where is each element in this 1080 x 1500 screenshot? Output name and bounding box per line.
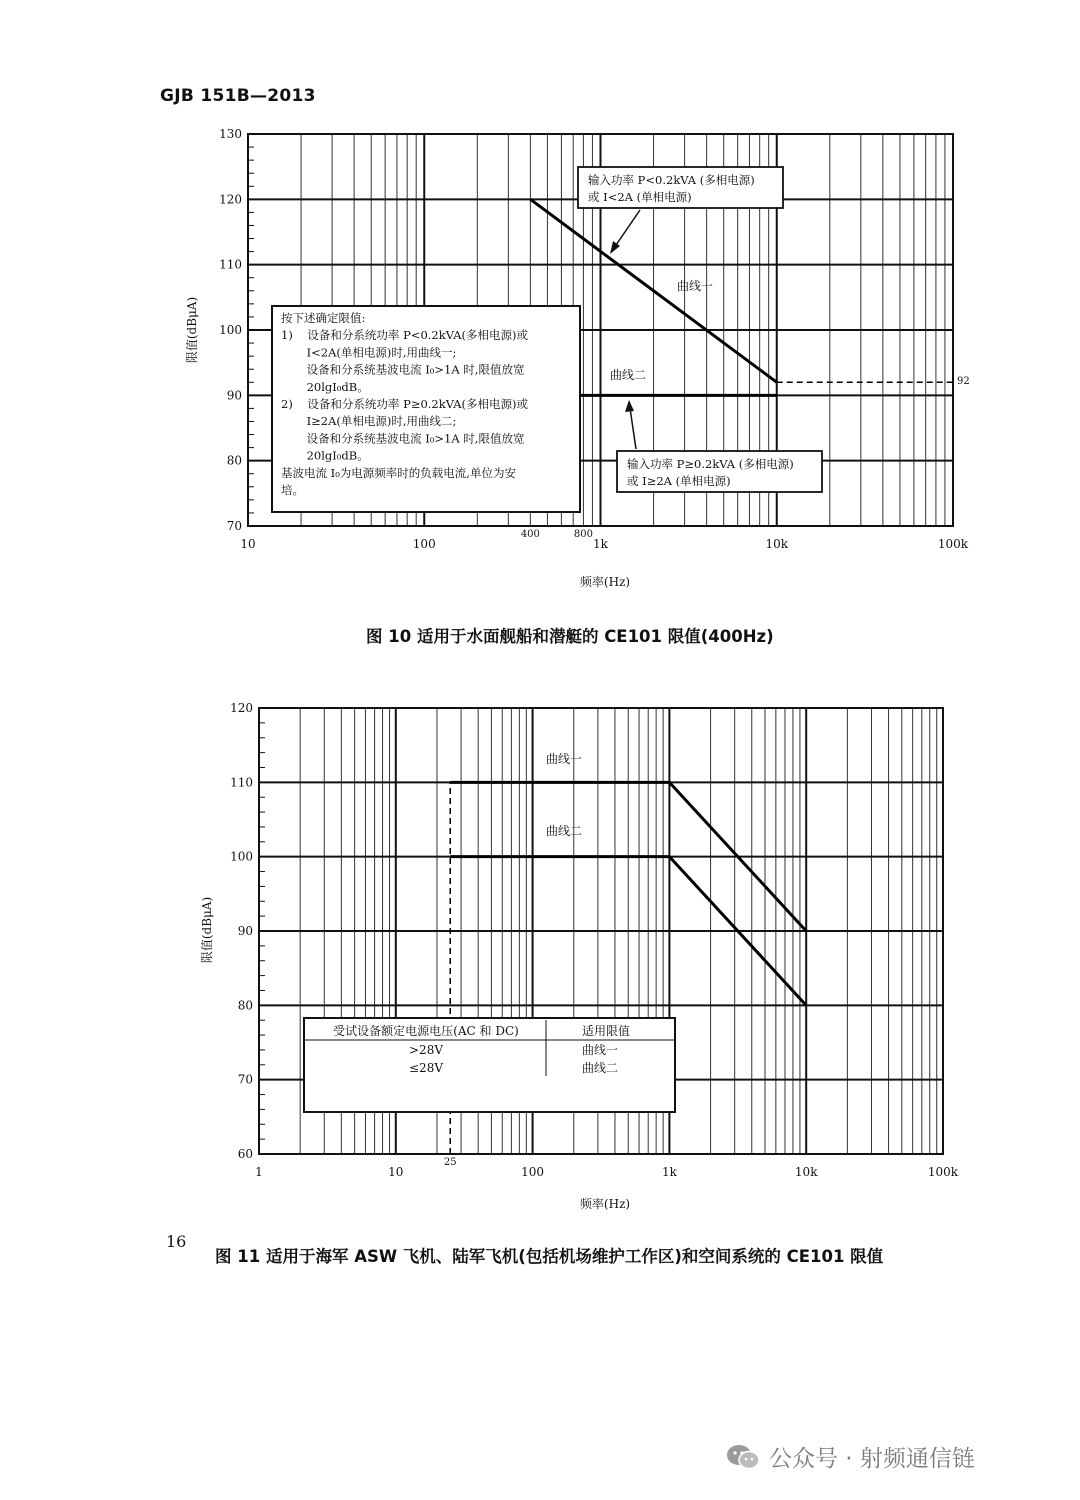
y-tick-label: 70 bbox=[237, 1072, 253, 1087]
fig10-xlabel: 频率(Hz) bbox=[579, 575, 631, 589]
rules-line: 20lgI₀dB。 bbox=[281, 448, 369, 463]
x-tick-label: 100 bbox=[521, 1165, 545, 1179]
watermark-text: 公众号 · 射频通信链 bbox=[769, 1446, 975, 1472]
y-tick-label: 110 bbox=[230, 775, 253, 790]
wechat-icon bbox=[725, 1443, 761, 1471]
y-tick-label: 100 bbox=[219, 323, 242, 337]
y-tick-label: 110 bbox=[219, 257, 242, 272]
rules-line: I≥2A(单相电源)时,用曲线二; bbox=[281, 414, 457, 429]
rules-line: 2) 设备和分系统功率 P≥0.2kVA(多相电源)或 bbox=[281, 397, 529, 411]
voltage-table-cell: 曲线二 bbox=[581, 1061, 619, 1075]
fig11-xlabel: 频率(Hz) bbox=[579, 1197, 631, 1211]
extension-label: 92 bbox=[957, 376, 970, 387]
callout-curve1-line1: 输入功率 P<0.2kVA (多相电源) bbox=[588, 173, 755, 187]
rules-line: 20lgI₀dB。 bbox=[281, 379, 369, 394]
y-tick-label: 80 bbox=[237, 998, 253, 1013]
x-tick-label: 10k bbox=[794, 1165, 818, 1179]
rules-line: 基波电流 I₀为电源频率时的负载电流,单位为安 bbox=[281, 465, 516, 480]
x-tick-label: 100k bbox=[937, 537, 969, 551]
rules-text bbox=[281, 311, 529, 497]
y-tick-label: 120 bbox=[230, 701, 253, 715]
rules-line: 按下述确定限值: bbox=[281, 311, 366, 325]
f11-curve2-label: 曲线二 bbox=[546, 824, 583, 838]
watermark bbox=[725, 1440, 975, 1473]
x-minor-tick-label: 25 bbox=[443, 1157, 457, 1168]
arrow-curve2 bbox=[630, 408, 636, 449]
voltage-table-cell: >28V bbox=[409, 1043, 443, 1057]
y-tick-label: 90 bbox=[226, 388, 242, 403]
fig11-ylabel: 限值(dBμA) bbox=[200, 896, 214, 964]
x-minor-tick-label: 800 bbox=[573, 529, 593, 540]
figure-10-chart bbox=[0, 0, 1080, 620]
voltage-table-cell: 曲线一 bbox=[581, 1043, 619, 1057]
y-tick-label: 60 bbox=[237, 1147, 253, 1161]
arrow-curve1 bbox=[614, 210, 640, 248]
y-tick-label: 90 bbox=[237, 924, 253, 938]
rules-line: 设备和分系统基波电流 I₀>1A 时,限值放宽 bbox=[281, 362, 525, 377]
arrowhead-curve2 bbox=[625, 400, 634, 412]
rules-line: 设备和分系统基波电流 I₀>1A 时,限值放宽 bbox=[281, 431, 525, 446]
y-tick-label: 120 bbox=[219, 192, 242, 207]
callout-curve2-line2: 或 I≥2A (单相电源) bbox=[627, 474, 731, 488]
x-tick-label: 1k bbox=[661, 1165, 677, 1179]
f11-curve1-label: 曲线一 bbox=[546, 752, 583, 766]
figure-10-caption: 图 10 适用于水面舰船和潜艇的 CE101 限值(400Hz) bbox=[366, 627, 774, 646]
x-tick-label: 1 bbox=[255, 1165, 263, 1179]
arrowhead-curve1 bbox=[610, 241, 620, 254]
figure-11-caption: 图 11 适用于海军 ASW 飞机、陆军飞机(包括机场维护工作区)和空间系统的 CE101 限值 bbox=[215, 1247, 884, 1266]
page-number: 16 bbox=[166, 1232, 187, 1251]
rules-line: I<2A(单相电源)时,用曲线一; bbox=[281, 345, 457, 360]
x-tick-label: 10 bbox=[388, 1165, 404, 1179]
rules-line: 1) 设备和分系统功率 P<0.2kVA(多相电源)或 bbox=[281, 328, 529, 343]
standard-id: GJB 151B—2013 bbox=[160, 86, 316, 106]
voltage-table-cell: ≤28V bbox=[409, 1061, 443, 1075]
figure-11-chart bbox=[0, 690, 1080, 1230]
y-tick-label: 100 bbox=[230, 849, 253, 864]
fig10-ylabel: 限值(dBμA) bbox=[185, 296, 199, 364]
voltage-table-header-limit: 适用限值 bbox=[581, 1024, 631, 1038]
callout-curve1-line2: 或 I<2A (单相电源) bbox=[588, 190, 692, 204]
y-tick-label: 70 bbox=[226, 519, 242, 533]
callout-curve2-line1: 输入功率 P≥0.2kVA (多相电源) bbox=[627, 457, 794, 471]
x-tick-label: 1k bbox=[593, 537, 608, 551]
y-tick-label: 130 bbox=[219, 127, 242, 141]
curve2-label: 曲线二 bbox=[610, 368, 647, 382]
y-tick-label: 80 bbox=[226, 453, 242, 468]
curve1-label: 曲线一 bbox=[677, 279, 714, 293]
x-minor-tick-label: 400 bbox=[520, 529, 540, 540]
x-tick-label: 100 bbox=[412, 537, 436, 551]
x-tick-label: 10 bbox=[240, 537, 256, 551]
x-tick-label: 100k bbox=[927, 1165, 959, 1179]
x-tick-label: 10k bbox=[765, 537, 789, 551]
voltage-table-header-voltage: 受试设备额定电源电压(AC 和 DC) bbox=[333, 1024, 519, 1038]
rules-line: 培。 bbox=[281, 483, 304, 497]
